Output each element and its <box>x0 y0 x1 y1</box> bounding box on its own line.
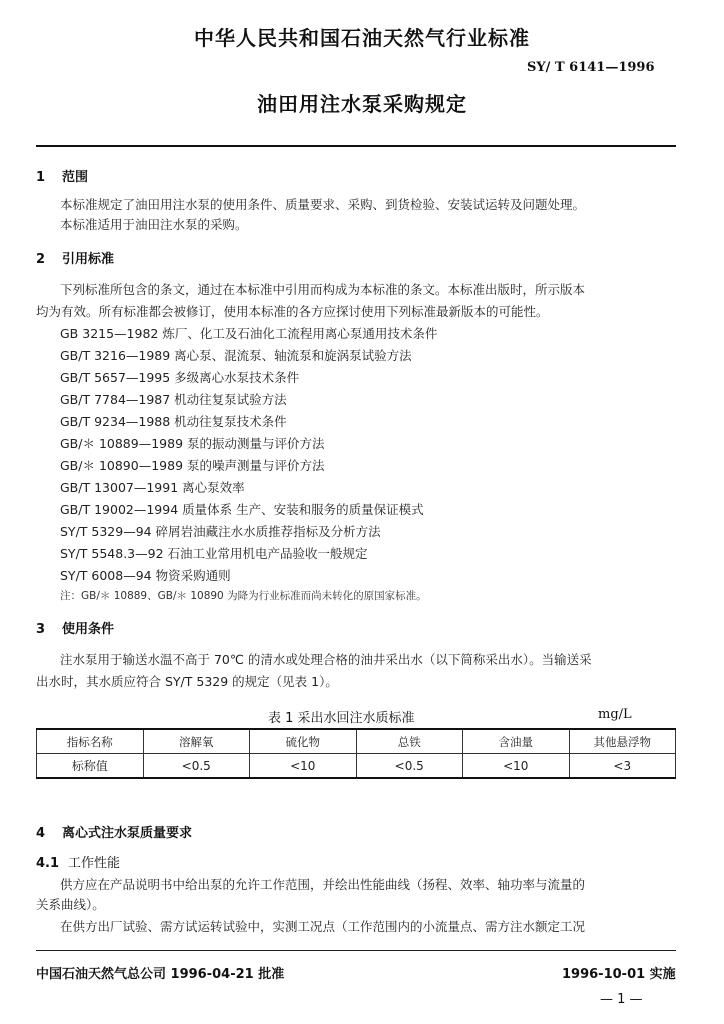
effective-date: 1996-10-01 实施 <box>562 967 676 982</box>
section-2-intro-line: 均为有效。所有标准都会被修订，使用本标准的各方应探讨使用下列标准最新版本的可能性。 <box>36 304 549 319</box>
reference-standard: GB/T 3216—1989 离心泵、混流泵、轴流泵和旋涡泵试验方法 <box>60 348 412 363</box>
table-header-cell: 硫化物 <box>250 729 357 754</box>
table-unit: mg/L <box>598 707 632 722</box>
section-2-title: 引用标准 <box>62 252 115 267</box>
reference-standard: SY/T 6008—94 物资采购通则 <box>60 568 231 583</box>
reference-standard: GB/T 5657—1995 多级离心水泵技术条件 <box>60 370 300 385</box>
section-4-number: 4 <box>36 826 46 841</box>
section-2-heading <box>36 248 114 267</box>
table-cell: <10 <box>250 754 357 779</box>
table-cell: <3 <box>569 754 676 779</box>
table-cell: <10 <box>463 754 570 779</box>
section-1-line: 本标准适用于油田注水泵的采购。 <box>60 217 248 232</box>
approval-date: 中国石油天然气总公司 1996-04-21 批准 <box>36 967 285 982</box>
reference-standard: GB/＊ 10889—1989 泵的振动测量与评价方法 <box>60 436 325 451</box>
section-3-line: 出水时，其水质应符合 SY/T 5329 的规定（见表 1）。 <box>36 674 338 689</box>
table-header-cell: 指标名称 <box>37 729 144 754</box>
header-rule <box>36 145 676 147</box>
table-header-cell: 其他悬浮物 <box>569 729 676 754</box>
section-3-heading <box>36 618 114 637</box>
subsection-4-1-heading <box>36 852 120 871</box>
table-caption: 表 1 采出水回注水质标准 <box>268 711 415 726</box>
section-1-number: 1 <box>36 170 46 185</box>
section-4-line: 在供方出厂试验、需方试运转试验中，实测工况点（工作范围内的小流量点、需方注水额定工况 <box>60 919 586 934</box>
table-header-cell: 总铁 <box>356 729 463 754</box>
table-header-cell: 溶解氧 <box>143 729 250 754</box>
document-title: 油田用注水泵采购规定 <box>257 92 467 116</box>
section-2-intro-line: 下列标准所包含的条文，通过在本标准中引用而构成为本标准的条文。本标准出版时，所示版本 <box>60 282 586 297</box>
table-row <box>37 754 676 779</box>
reference-standard: GB/T 13007—1991 离心泵效率 <box>60 480 245 495</box>
reference-standard: GB/＊ 10890—1989 泵的噪声测量与评价方法 <box>60 458 325 473</box>
section-3-title: 使用条件 <box>62 622 115 637</box>
reference-standard: GB 3215—1982 炼厂、化工及石油化工流程用离心泵通用技术条件 <box>60 326 438 341</box>
section-4-title: 离心式注水泵质量要求 <box>62 826 193 841</box>
reference-standard: GB/T 19002—1994 质量体系 生产、安装和服务的质量保证模式 <box>60 502 424 517</box>
table-header-row <box>37 729 676 754</box>
reference-standard: GB/T 7784—1987 机动往复泵试验方法 <box>60 392 287 407</box>
section-3-line: 注水泵用于输送水温不高于 70℃ 的清水或处理合格的油井采出水（以下简称采出水）。当输送采 <box>60 652 592 667</box>
industry-title: 中华人民共和国石油天然气行业标准 <box>194 26 530 50</box>
section-4-line: 供方应在产品说明书中给出泵的允许工作范围，并绘出性能曲线（扬程、效率、轴功率与流量的 <box>60 877 586 892</box>
subsection-4-1-number: 4.1 <box>36 856 60 871</box>
section-1-title: 范围 <box>62 170 89 185</box>
reference-note: 注：GB/＊ 10889、GB/＊ 10890 为降为行业标准而尚未转化的原国家标准。 <box>60 590 427 602</box>
reference-standard: SY/T 5329—94 碎屑岩油藏注水水质推荐指标及分析方法 <box>60 524 381 539</box>
reference-standard: GB/T 9234—1988 机动往复泵技术条件 <box>60 414 287 429</box>
section-1-heading <box>36 166 88 185</box>
table-cell: <0.5 <box>356 754 463 779</box>
footer-rule <box>36 950 676 951</box>
table-header-cell: 含油量 <box>463 729 570 754</box>
reference-standard: SY/T 5548.3—92 石油工业常用机电产品验收一般规定 <box>60 546 368 561</box>
standard-code: SY/ T 6141—1996 <box>527 60 655 75</box>
water-quality-table <box>36 728 676 779</box>
page-number: — 1 — <box>600 992 643 1007</box>
section-2-number: 2 <box>36 252 46 267</box>
section-1-line: 本标准规定了油田用注水泵的使用条件、质量要求、采购、到货检验、安装试运转及问题处理。 <box>60 197 586 212</box>
section-4-line: 关系曲线）。 <box>36 897 105 912</box>
section-3-number: 3 <box>36 622 46 637</box>
subsection-4-1-title: 工作性能 <box>68 856 121 871</box>
section-4-heading <box>36 822 192 841</box>
table-cell: 标称值 <box>37 754 144 779</box>
table-cell: <0.5 <box>143 754 250 779</box>
